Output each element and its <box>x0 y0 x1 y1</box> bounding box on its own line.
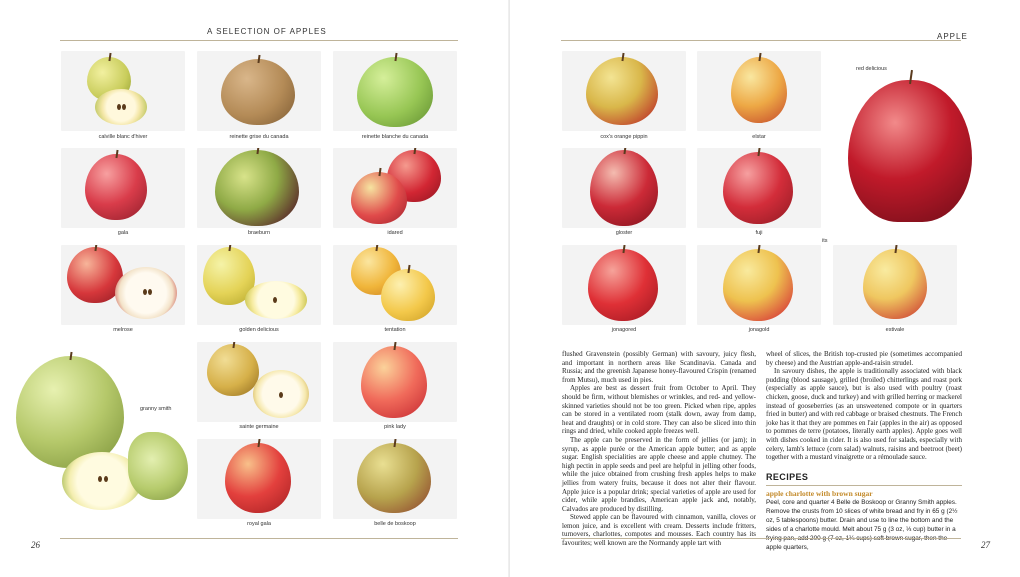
caption-coxs: cox's orange pippin <box>600 134 648 140</box>
paragraph: The apple can be preserved in the form of jellies (or jam); in syrup, as apple purée or the American apple butter; and as apple sugar. English specialities are apple cheese and apple chutney. The high pectin in apple seeds and peel are helpful in jelling other foods, while the juice obtained from crushing fresh apples helps to make jellies from watery fruits, because it does not alter their flavour. Apple juice is a popular drink; special varieties of apple are used for cider, while apple brandies, American apple jack and, notably, Calvados are produced by distilling. <box>562 435 756 513</box>
caption-reinette-blanche: reinette blanche du canada <box>361 134 429 140</box>
recipe-title: apple charlotte with brown sugar <box>766 489 873 498</box>
photo-tentation <box>333 245 457 325</box>
caption-calville: calville blanc d'hiver <box>98 134 148 140</box>
caption-red-delicious: red delicious <box>856 66 887 72</box>
photo-royal-gala <box>197 439 321 519</box>
paragraph: In savoury dishes, the apple is traditionally associated with black pudding (blood sausage), grilled (broiled) chitterlings and roast pork (especially as apple sauce), but is also used with poultry (roast chicken, goose, duck and turkey) and with grilled herring or mackerel instead of gooseberries (as an unsweetened compote or in quarters fried in butter) and with red cabbage or braised chestnuts. The French joke has it that they are pommes en l'air (apples in the air) as opposed to pommes de terre (potatoes, literally earth apples). Apple goes well with dishes cooked in cider. It is also used for salads, especially with celery, lamb's lettuce (corn salad) walnuts, raisins and beetroot (beet) together with a mustard vinaigrette or a rémoulade sauce. <box>766 367 962 462</box>
caption-its: its <box>822 238 828 244</box>
caption-braeburn: braeburn <box>247 230 271 236</box>
photo-golden <box>197 245 321 325</box>
footer-rule-right <box>561 538 961 539</box>
photo-red-delicious <box>832 58 982 238</box>
caption-pinklady: pink lady <box>384 424 406 430</box>
caption-sainte: sainte germaine <box>239 424 279 430</box>
recipes-rule <box>766 485 962 486</box>
photo-belle-de-boskoop <box>333 439 457 519</box>
photo-braeburn <box>197 148 321 228</box>
photo-estivale <box>833 245 957 325</box>
caption-golden: golden delicious <box>239 327 279 333</box>
caption-estivale: estivale <box>885 327 905 333</box>
right-page <box>510 0 1020 577</box>
caption-idared: idared <box>387 230 403 236</box>
caption-boskoop: belle de boskoop <box>374 521 416 527</box>
caption-elstar: elstar <box>752 134 766 140</box>
running-head-left: A SELECTION OF APPLES <box>207 27 327 36</box>
paragraph: wheel of slices, the British top-crusted pie (sometimes accompanied by cheese) and the Austrian apple-and-raisin strudel. <box>766 350 962 367</box>
photo-elstar <box>697 51 821 131</box>
folio-right: 27 <box>981 540 990 550</box>
photo-fuji <box>697 148 821 228</box>
paragraph: flushed Gravenstein (possibly German) with savoury, juicy flesh, and important in northern areas like Scandinavia. Canada and Russia; and the greenish Japanese honey-flavoured Crispin (renamed from Mutsu), much used in pies. <box>562 350 756 384</box>
caption-granny: granny smith <box>140 406 172 412</box>
caption-royalgala: royal gala <box>247 521 271 527</box>
caption-jonagold: jonagold <box>748 327 770 333</box>
body-column-2 <box>766 350 962 462</box>
photo-reinette-grise <box>197 51 321 131</box>
caption-jonagored: jonagored <box>611 327 637 333</box>
recipes-heading: RECIPES <box>766 472 809 482</box>
folio-left: 26 <box>31 540 40 550</box>
footer-rule-left <box>60 538 458 539</box>
photo-pink-lady <box>333 342 457 422</box>
header-rule-right <box>561 40 961 41</box>
photo-gloster <box>562 148 686 228</box>
photo-jonagold <box>697 245 821 325</box>
photo-gala <box>61 148 185 228</box>
photo-melrose <box>61 245 185 325</box>
paragraph: Stewed apple can be flavoured with cinnamon, vanilla, cloves or lemon juice, and is excellent with cream. Desserts include fritters, turnovers, charlottes, compotes and mousses. Each country has its favourites; well known are the Normandy apple tart with <box>562 513 756 548</box>
body-column-1 <box>562 350 756 548</box>
caption-melrose: melrose <box>113 327 133 333</box>
photo-jonagored <box>562 245 686 325</box>
caption-gala: gala <box>117 230 129 236</box>
photo-idared <box>333 148 457 228</box>
caption-reinette-grise: reinette grise du canada <box>229 134 289 140</box>
running-head-right: APPLE <box>937 32 968 41</box>
photo-granny-smith <box>12 348 192 518</box>
photo-coxs <box>562 51 686 131</box>
caption-fuji: fuji <box>755 230 763 236</box>
photo-calville <box>61 51 185 131</box>
recipe-text: Peel, core and quarter 4 Belle de Boskoop or Granny Smith apples. Remove the crusts from 10 slices of white bread and fry in 65 g (2½ oz, 5 tablespoons) butter. Drain and use to line the bottom and the sides of a charlotte mould. Melt about 75 g (3 oz, ⅓ cup) butter in a apple quarters, <box>766 499 958 551</box>
photo-sainte-germaine <box>197 342 321 422</box>
caption-tentation: tentation <box>384 327 406 333</box>
header-rule-left <box>60 40 458 41</box>
paragraph: Apples are best as dessert fruit from October to April. They should be firm, without blemishes or wrinkles, and red- and yellow-skinned varieties should not be too green. Picked when ripe, apples can be stored in a ventilated room (stalk down, away from damp, heat and draughts) or in cold store. They can also be sliced into thin rings and dried, while cooked apple freezes well. <box>562 384 756 436</box>
caption-gloster: gloster <box>615 230 633 236</box>
photo-reinette-blanche <box>333 51 457 131</box>
